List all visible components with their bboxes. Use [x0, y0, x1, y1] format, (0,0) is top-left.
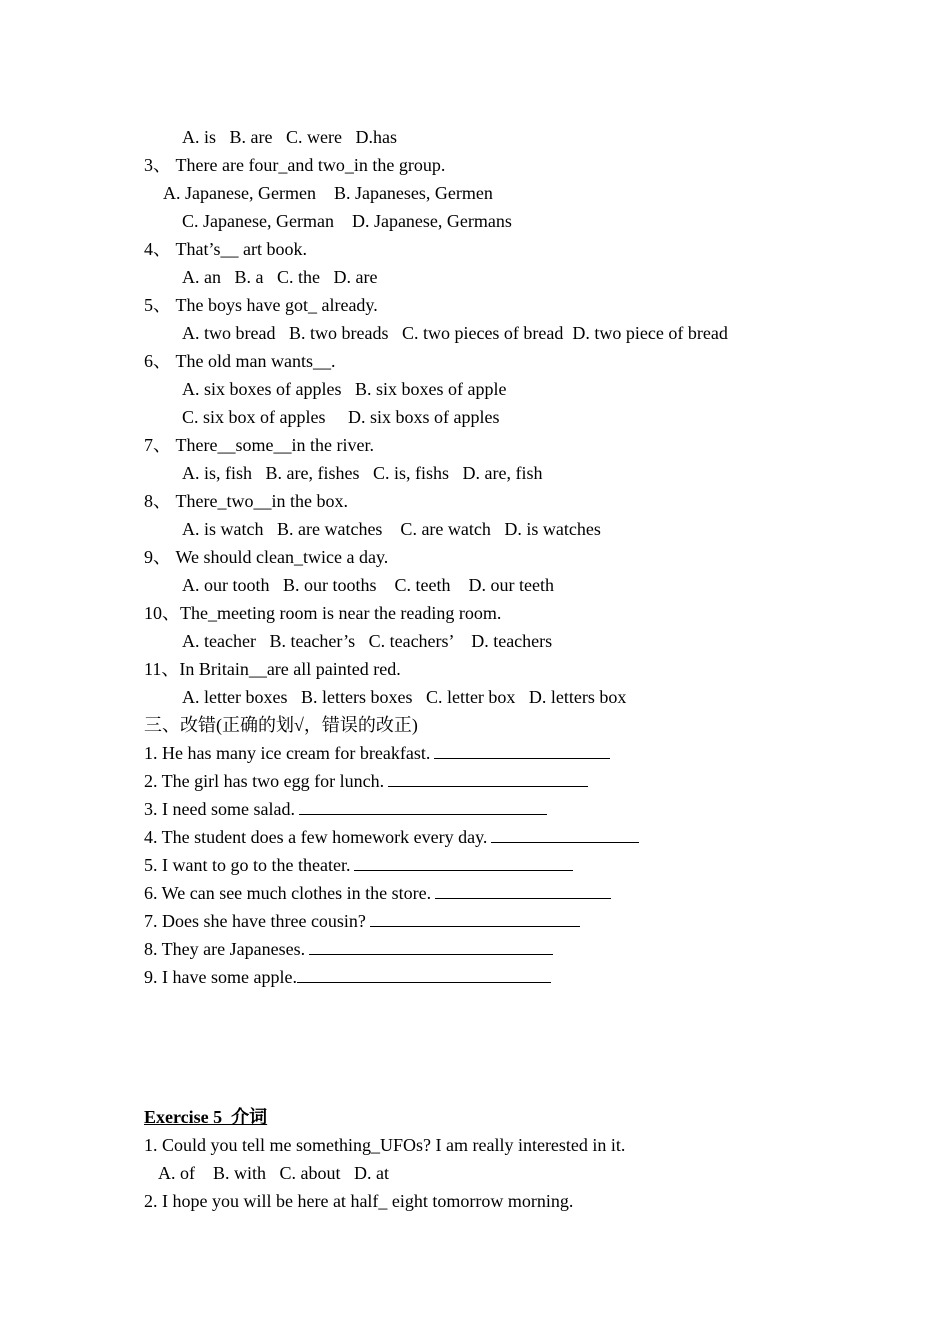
q7-stem: 7、 There__some__in the river. [144, 435, 374, 455]
q3-options-cd: C. Japanese, German D. Japanese, Germans [182, 211, 512, 231]
answer-blank[interactable] [370, 908, 580, 927]
correction-item [144, 823, 639, 851]
q5-stem: 5、 The boys have got_ already. [144, 295, 378, 315]
q6-options-cd: C. six box of apples D. six boxs of apples [182, 407, 500, 427]
answer-blank[interactable] [354, 852, 573, 871]
correction-text: 7. Does she have three cousin? [144, 911, 366, 931]
correction-item [144, 851, 573, 879]
correction-item [144, 795, 547, 823]
correction-item [144, 935, 553, 963]
correction-text: 1. He has many ice cream for breakfast. [144, 743, 431, 763]
answer-blank[interactable] [434, 740, 610, 759]
q2-options: A. is B. are C. were D.has [182, 127, 397, 147]
correction-item [144, 963, 551, 991]
correction-text: 2. The girl has two egg for lunch. [144, 771, 385, 791]
correction-text: 8. They are Japaneses. [144, 939, 306, 959]
ex5-q1-stem: 1. Could you tell me something_UFOs? I am really interested in it. [144, 1135, 626, 1155]
correction-text: 3. I need some salad. [144, 799, 295, 819]
answer-blank[interactable] [297, 964, 551, 983]
correction-text: 6. We can see much clothes in the store. [144, 883, 432, 903]
q11-options: A. letter boxes B. letters boxes C. letter box D. letters box [182, 687, 627, 707]
correction-item [144, 767, 588, 795]
q11-stem: 11、In Britain__are all painted red. [144, 659, 401, 679]
q5-options: A. two bread B. two breads C. two pieces of bread D. two piece of bread [182, 323, 728, 343]
section3-title: 三、改错(正确的划√，错误的改正) [144, 715, 418, 735]
answer-blank[interactable] [435, 880, 611, 899]
correction-item [144, 879, 611, 907]
exercise5-heading: Exercise 5 介词 [144, 1107, 268, 1127]
correction-text: 9. I have some apple. [144, 967, 297, 987]
correction-item [144, 907, 580, 935]
q8-options: A. is watch B. are watches C. are watch D. is watches [182, 519, 601, 539]
q10-stem: 10、The_meeting room is near the reading room. [144, 603, 502, 623]
q7-options: A. is, fish B. are, fishes C. is, fishs D. are, fish [182, 463, 543, 483]
answer-blank[interactable] [309, 936, 553, 955]
q9-stem: 9、 We should clean_twice a day. [144, 547, 389, 567]
q6-stem: 6、 The old man wants__. [144, 351, 336, 371]
answer-blank[interactable] [388, 768, 588, 787]
ex5-q2-stem: 2. I hope you will be here at half_ eight tomorrow morning. [144, 1191, 574, 1211]
q6-options-ab: A. six boxes of apples B. six boxes of apple [182, 379, 507, 399]
correction-text: 5. I want to go to the theater. [144, 855, 351, 875]
q9-options: A. our tooth B. our tooths C. teeth D. our teeth [182, 575, 554, 595]
q3-options-ab: A. Japanese, Germen B. Japaneses, Germen [163, 183, 493, 203]
ex5-q1-options: A. of B. with C. about D. at [158, 1163, 389, 1183]
correction-item [144, 739, 610, 767]
answer-blank[interactable] [299, 796, 547, 815]
q3-stem: 3、 There are four_and two_in the group. [144, 155, 446, 175]
q4-stem: 4、 That’s__ art book. [144, 239, 307, 259]
q8-stem: 8、 There_two__in the box. [144, 491, 348, 511]
q10-options: A. teacher B. teacher’s C. teachers’ D. teachers [182, 631, 553, 651]
q4-options: A. an B. a C. the D. are [182, 267, 378, 287]
correction-text: 4. The student does a few homework every day. [144, 827, 488, 847]
answer-blank[interactable] [491, 824, 639, 843]
